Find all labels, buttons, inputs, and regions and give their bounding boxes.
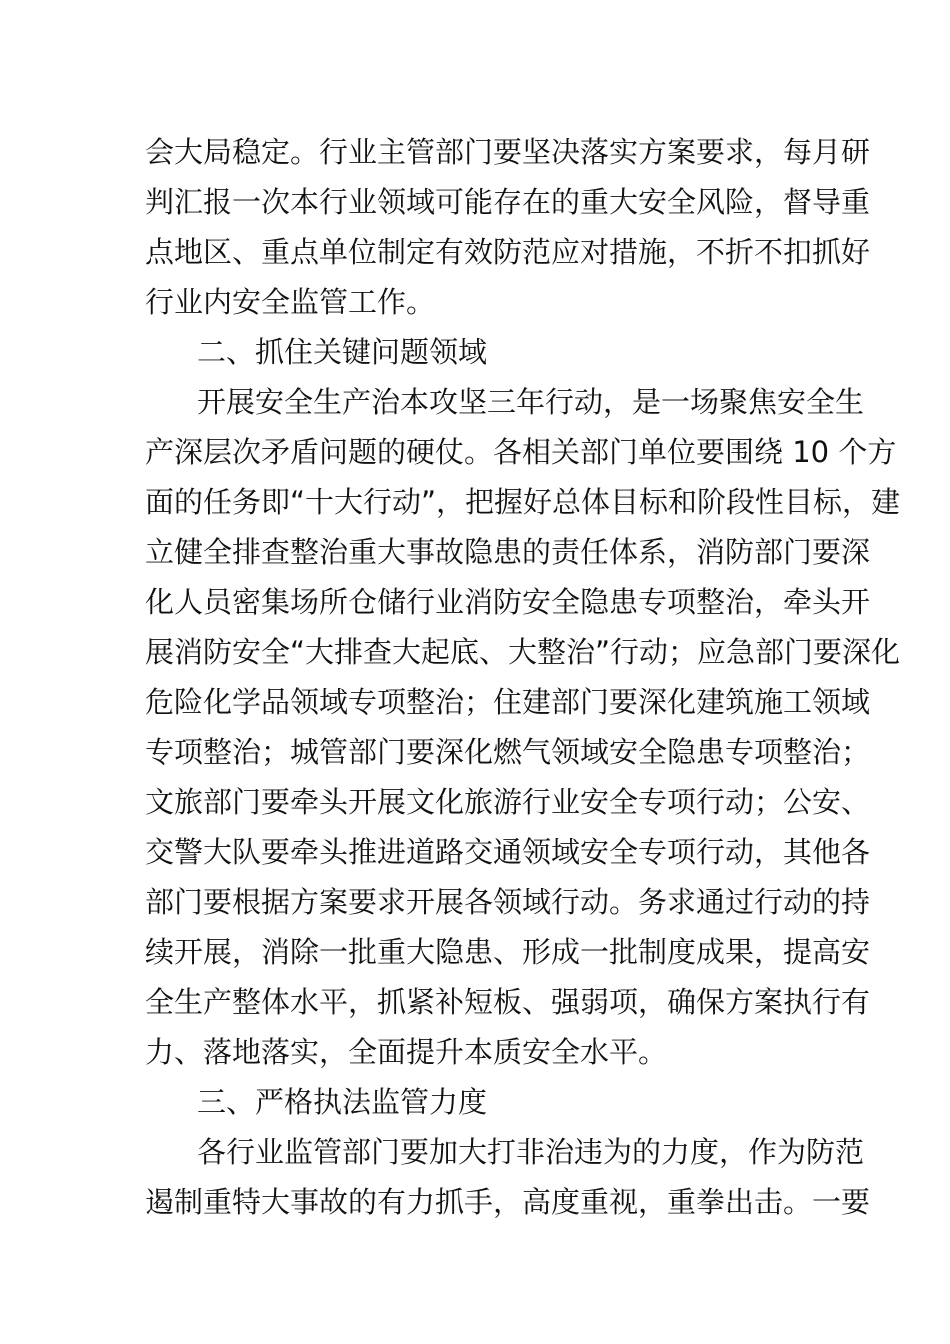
text-line: 续开展，消除一批重大隐患、形成一批制度成果，提高安 (145, 935, 871, 969)
document-body (145, 127, 901, 1227)
text-line: 开展安全生产治本攻坚三年行动，是一场聚焦安全生 (197, 385, 865, 419)
text-line: 展消防安全“大排查大起底、大整治”行动；应急部门要深化 (145, 635, 901, 669)
section-heading-2: 二、抓住关键问题领域 (197, 335, 488, 369)
text-line: 立健全排查整治重大事故隐患的责任体系，消防部门要深 (145, 535, 871, 569)
text-line: 危险化学品领域专项整治；住建部门要深化建筑施工领域 (145, 685, 871, 719)
text-line: 部门要根据方案要求开展各领域行动。务求通过行动的持 (145, 885, 871, 919)
section-heading-3: 三、严格执法监管力度 (197, 1085, 488, 1119)
text-line: 全生产整体水平，抓紧补短板、强弱项，确保方案执行有 (145, 985, 871, 1019)
text-line: 面的任务即“十大行动”，把握好总体目标和阶段性目标，建 (145, 485, 901, 519)
text-line: 产深层次矛盾问题的硬仗。各相关部门单位要围绕 10 个方 (145, 435, 897, 469)
text-line: 点地区、重点单位制定有效防范应对措施，不折不扣抓好 (145, 235, 871, 269)
text-line: 化人员密集场所仓储行业消防安全隐患专项整治，牵头开 (145, 585, 871, 619)
text-line: 判汇报一次本行业领域可能存在的重大安全风险，督导重 (145, 185, 871, 219)
text-line: 遏制重特大事故的有力抓手，高度重视，重拳出击。一要 (145, 1185, 871, 1219)
text-line: 交警大队要牵头推进道路交通领域安全专项行动，其他各 (145, 835, 871, 869)
text-line: 各行业监管部门要加大打非治违为的力度，作为防范 (197, 1135, 865, 1169)
text-line: 专项整治；城管部门要深化燃气领域安全隐患专项整治； (145, 735, 871, 769)
text-line: 文旅部门要牵头开展文化旅游行业安全专项行动；公安、 (145, 785, 871, 819)
text-line: 行业内安全监管工作。 (145, 285, 436, 319)
text-line: 力、落地落实，全面提升本质安全水平。 (145, 1035, 668, 1069)
text-line: 会大局稳定。行业主管部门要坚决落实方案要求，每月研 (145, 135, 871, 169)
